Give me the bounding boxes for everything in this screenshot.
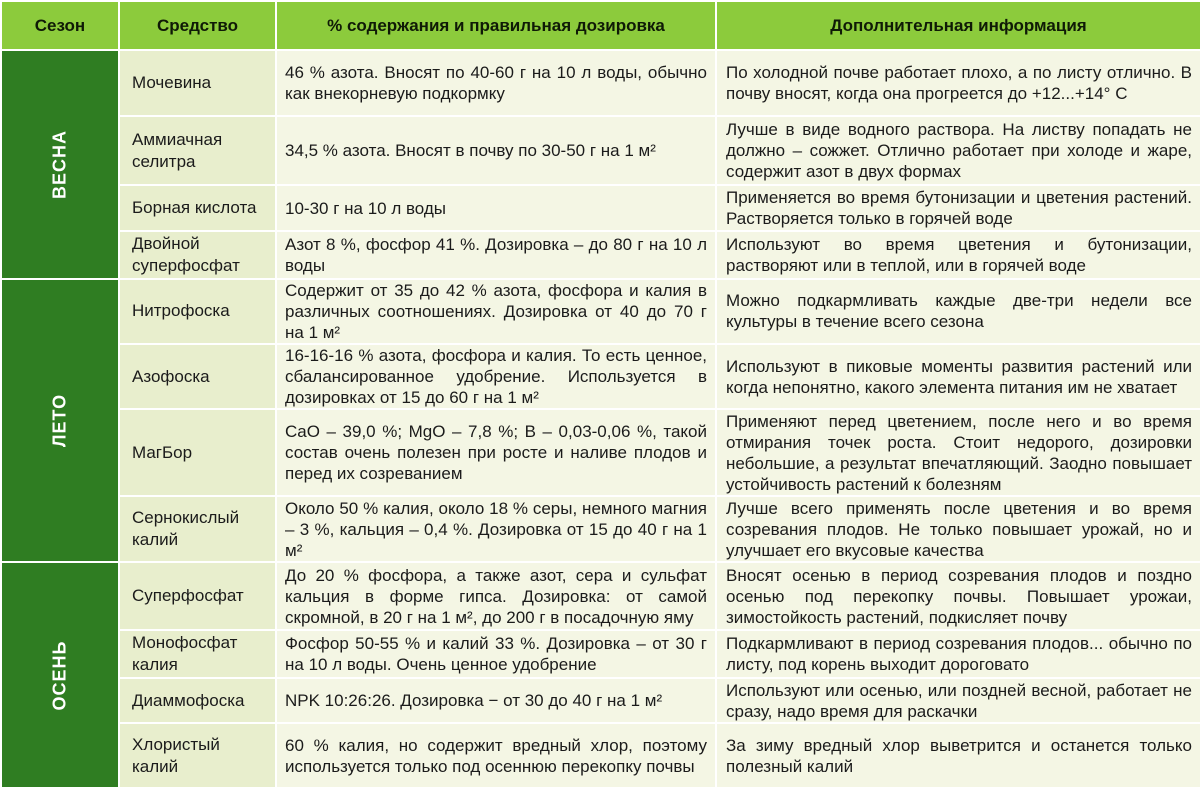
info-cell: Лучше в виде водного раствора. На листву попадать не должно – сожжет. Отлично работает при холоде и жаре, содержит азот в двух формах (716, 116, 1200, 184)
info-cell: Используют или осенью, или поздней весной, работает не сразу, надо время для раскачки (716, 678, 1200, 723)
header-row (1, 1, 1200, 50)
dose-cell: Фосфор 50-55 % и калий 33 %. Дозировка – от 30 г на 10 л воды. Очень ценное удобрение (276, 630, 716, 678)
table-row (1, 344, 1200, 409)
info-cell: Применяют перед цветением, после него и во время отмирания точек роста. Стоит недорого, дозировки небольшие, а результат впечатляющий. Заодно повышает устойчивость растений к болезням (716, 409, 1200, 496)
table-row (1, 279, 1200, 344)
dose-cell: Азот 8 %, фосфор 41 %. Дозировка – до 80 г на 10 л воды (276, 231, 716, 278)
info-cell: Применяется во время бутонизации и цветения растений. Растворяется только в горячей воде (716, 185, 1200, 231)
product-cell: Сернокислый калий (119, 496, 276, 562)
info-cell: Вносят осенью в период созревания плодов и поздно осенью под перекопку почвы. Повышает урожаи, зимостойкость растений, подкисляет почву (716, 562, 1200, 629)
product-cell: Нитрофоска (119, 279, 276, 344)
dose-cell: Около 50 % калия, около 18 % серы, немного магния – 3 %, кальция – 0,4 %. Дозировка от 15 до 40 г на 1 м² (276, 496, 716, 562)
table-row (1, 630, 1200, 678)
dose-cell: 16-16-16 % азота, фосфора и калия. То есть ценное, сбалансированное удобрение. Используется в дозировках от 15 до 60 г на 1 м² (276, 344, 716, 409)
product-cell: Хлористый калий (119, 723, 276, 788)
dose-cell: До 20 % фосфора, а также азот, сера и сульфат кальция в форме гипса. Дозировка: от самой скромной, в 20 г на 1 м², до 200 г в посадочную яму (276, 562, 716, 629)
season-summer-label: ЛЕТО (49, 393, 70, 448)
dose-cell: 46 % азота. Вносят по 40-60 г на 10 л воды, обычно как внекорневую подкормку (276, 50, 716, 116)
product-cell: Монофосфат калия (119, 630, 276, 678)
info-cell: Подкармливают в период созревания плодов... обычно по листу, под корень выходит дороговато (716, 630, 1200, 678)
table-row (1, 723, 1200, 788)
product-cell: Суперфосфат (119, 562, 276, 629)
table-row (1, 678, 1200, 723)
dose-cell: Содержит от 35 до 42 % азота, фосфора и калия в различных соотношениях. Дозировка от 40 до 70 г на 1 м² (276, 279, 716, 344)
product-cell: МагБор (119, 409, 276, 496)
info-cell: Лучше всего применять после цветения и во время созревания плодов. Не только повышает урожай, но и улучшает его вкусовые качества (716, 496, 1200, 562)
product-cell: Мочевина (119, 50, 276, 116)
season-autumn-cell (1, 562, 119, 788)
table-row (1, 496, 1200, 562)
product-cell: Борная кислота (119, 185, 276, 231)
table-row (1, 409, 1200, 496)
dose-cell: 60 % калия, но содержит вредный хлор, поэтому используется только под осеннюю перекопку почвы (276, 723, 716, 788)
header-dose: % содержания и правильная дозировка (276, 1, 716, 50)
season-summer-cell (1, 279, 119, 563)
dose-cell: 10-30 г на 10 л воды (276, 185, 716, 231)
table-row (1, 562, 1200, 629)
info-cell: Используют в пиковые моменты развития растений или когда непонятно, какого элемента питания им не хватает (716, 344, 1200, 409)
dose-cell: 34,5 % азота. Вносят в почву по 30-50 г на 1 м² (276, 116, 716, 184)
info-cell: Используют во время цветения и бутонизации, растворяют или в теплой, или в горячей воде (716, 231, 1200, 278)
info-cell: Можно подкармливать каждые две-три недели все культуры в течение всего сезона (716, 279, 1200, 344)
product-cell: Азофоска (119, 344, 276, 409)
season-autumn-label: ОСЕНЬ (49, 640, 70, 711)
product-cell: Двойной суперфосфат (119, 231, 276, 278)
header-season: Сезон (1, 1, 119, 50)
header-info: Дополнительная информация (716, 1, 1200, 50)
table-row (1, 116, 1200, 184)
dose-cell: NPK 10:26:26. Дозировка − от 30 до 40 г на 1 м² (276, 678, 716, 723)
product-cell: Диаммофоска (119, 678, 276, 723)
season-spring-label: ВЕСНА (49, 129, 70, 199)
product-cell: Аммиачная селитра (119, 116, 276, 184)
table-row (1, 231, 1200, 278)
dose-cell: CaO – 39,0 %; MgO – 7,8 %; B – 0,03-0,06 %, такой состав очень полезен при росте и наливе плодов и перед их созреванием (276, 409, 716, 496)
info-cell: За зиму вредный хлор выветрится и останется только полезный калий (716, 723, 1200, 788)
table-row (1, 185, 1200, 231)
season-spring-cell (1, 50, 119, 279)
header-product: Средство (119, 1, 276, 50)
info-cell: По холодной почве работает плохо, а по листу отлично. В почву вносят, когда она прогреется до +12...+14° С (716, 50, 1200, 116)
table-row (1, 50, 1200, 116)
